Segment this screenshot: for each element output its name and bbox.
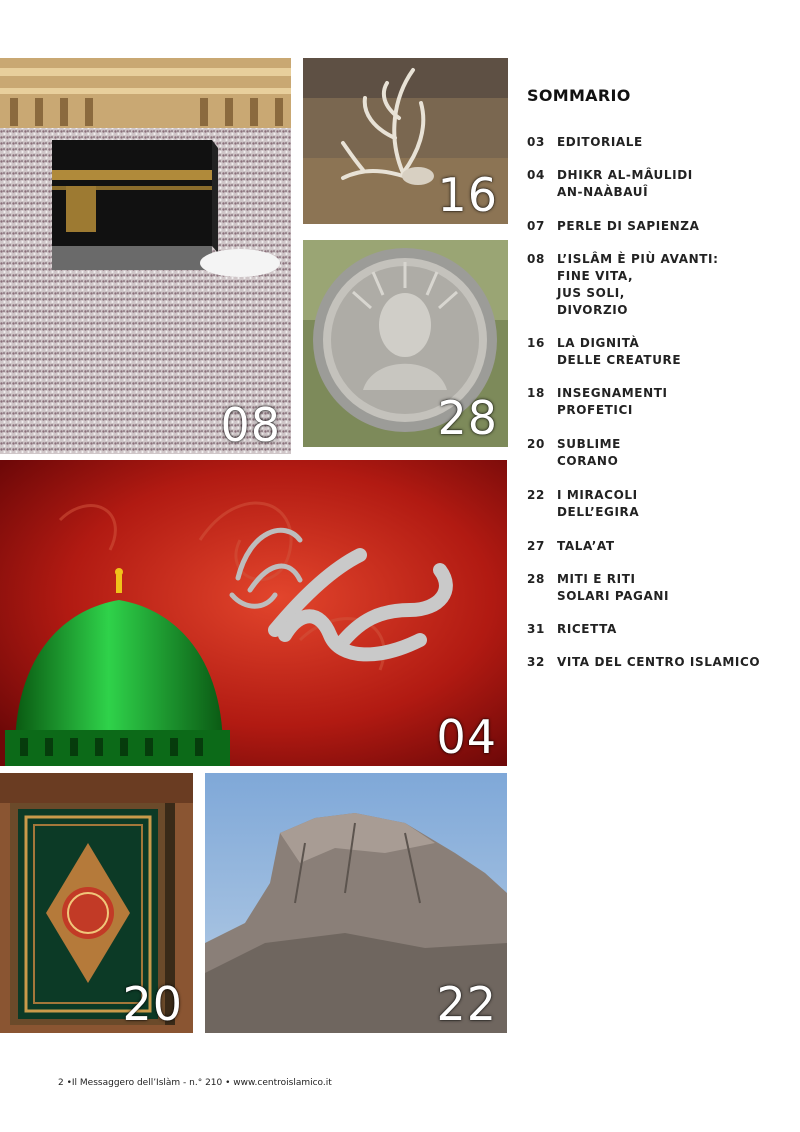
toc-entry-title: INSEGNAMENTI PROFETICI [557,386,668,417]
toc-item[interactable] [527,218,699,235]
toc-page-number: 27 [527,539,545,553]
toc-page-number: 20 [527,437,545,451]
toc-item[interactable] [527,385,668,419]
photo-kaaba [0,58,291,454]
toc-page-number: 16 [527,336,545,350]
toc-item[interactable] [527,538,615,555]
photo-green-dome [0,460,507,766]
toc-title: SOMMARIO [527,86,631,105]
toc-item[interactable] [527,167,693,201]
toc-page-number: 28 [527,572,545,586]
toc-entry-title: SUBLIME CORANO [557,437,621,468]
photo-quran [0,773,193,1033]
page-number-04: 04 [436,710,497,764]
toc-entry-title: DHIKR AL-MÂULIDI AN-NAÀBAUÎ [557,168,693,199]
page-number-08: 08 [220,398,281,452]
toc-page-number: 03 [527,135,545,149]
toc-entry-title: TALA’AT [557,539,615,553]
toc-item[interactable] [527,487,639,521]
page-number-22: 22 [436,977,497,1031]
toc-page-number: 18 [527,386,545,400]
toc-entry-title: I MIRACOLI DELL’EGIRA [557,488,640,519]
toc-item[interactable] [527,621,617,638]
toc-item[interactable] [527,134,643,151]
page-number-16: 16 [437,168,498,222]
photo-mountain [205,773,507,1033]
toc-item[interactable] [527,571,669,605]
photo-coin [303,240,508,447]
toc-item[interactable] [527,654,760,671]
page-number-20: 20 [122,977,183,1031]
toc-page-number: 04 [527,168,545,182]
page-number-28: 28 [437,391,498,445]
page-footer: 2 •Il Messaggero dell’Islàm - n.° 210 • www.centroislamico.it [58,1078,332,1088]
toc-page-number: 22 [527,488,545,502]
toc-item[interactable] [527,335,681,369]
toc-entry-title: MITI E RITI SOLARI PAGANI [557,572,670,603]
toc-entry-title: VITA DEL CENTRO ISLAMICO [557,655,761,669]
toc-page-number: 31 [527,622,545,636]
toc-entry-title: RICETTA [557,622,617,636]
photo-antler [303,58,508,224]
toc-page-number: 07 [527,219,545,233]
toc-item[interactable] [527,251,719,319]
toc-item[interactable] [527,436,621,470]
toc-entry-title: L’ISLÂM È PIÙ AVANTI: FINE VITA, JUS SOLI, DIVORZIO [557,252,719,317]
toc-entry-title: EDITORIALE [557,135,643,149]
toc-page-number: 08 [527,252,545,266]
toc-entry-title: LA DIGNITÀ DELLE CREATURE [557,336,682,367]
toc-entry-title: PERLE DI SAPIENZA [557,219,700,233]
toc-page-number: 32 [527,655,545,669]
